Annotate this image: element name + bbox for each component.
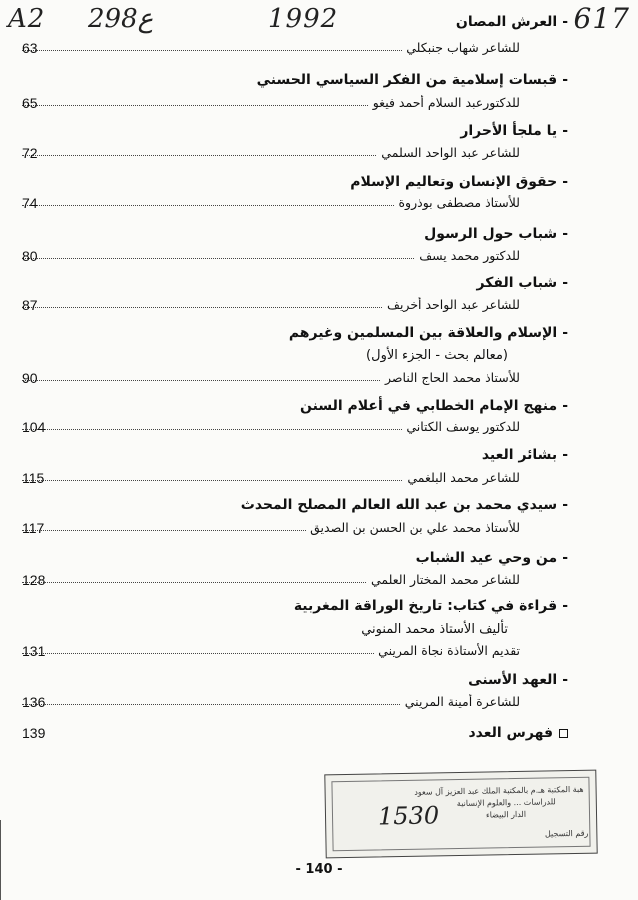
entry-page: 117 [22,520,45,536]
stamp-number: 1530 [377,801,440,831]
entry-author: للدكتور محمد يسف [22,248,520,263]
entry-author: للشاعر محمد المختار العلمي [22,572,520,587]
entry-title: -قبسات إسلامية من الفكر السياسي الحسني [256,72,568,88]
entry-title: -من وحي عيد الشباب [415,550,568,566]
margin-scribble [0,820,15,900]
handwritten-year: 1992 [268,4,339,34]
entry-page: 131 [22,643,46,659]
stamp-line: رقم التسجيل [544,828,589,839]
entry-page: 139 [22,725,46,741]
entry-author: للدكتورعبد السلام أحمد فيغو [22,95,520,110]
entry-title: -قراءة في كتاب: تاريخ الوراقة المغربية [293,598,568,614]
entry-author: للشاعر عبد الواحد السلمي [22,145,520,160]
entry-title: -بشائر العيد [481,447,568,463]
entry-page: 104 [22,419,46,435]
entry-title: -يا ملجأ الأحرار [460,123,568,139]
entry-title: -الإسلام والعلاقة بين المسلمين وغيرهم [288,325,568,341]
entry-author: للشاعر عبد الواحد أخريف [22,297,520,312]
entry-page: 87 [22,297,38,313]
entry-page: 128 [22,572,46,588]
entry-title: -سيدي محمد بن عبد الله العالم المصلح المحدث [240,497,568,513]
entry-page: 90 [22,370,38,386]
entry-page: 80 [22,248,38,264]
stamp-line: للدراسات ... والعلوم الإنسانية [456,797,556,809]
table-of-contents [22,0,568,760]
entry-title: -العهد الأسنى [468,672,568,688]
entry-author: للشاعر شهاب جنبكلي [22,40,520,55]
entry-subtitle: تأليف الأستاذ محمد المنوني [361,622,508,637]
entry-title: -شباب حول الرسول [424,226,568,242]
entry-page: 72 [22,145,38,161]
handwritten-code-middle: 298ع [88,4,154,34]
entry-author: للأستاذ مصطفى بوذروة [22,195,520,210]
entry-title: -منهج الإمام الخطابي في أعلام السنن [300,398,568,414]
entry-author: للشاعر محمد البلغمي [22,470,520,485]
page-number: - 140 - [295,862,343,877]
stamp-line: هبة المكتبة هـ.م بالمكتبة الملك عبد العزيز آل سعود [414,784,584,797]
square-bullet-icon [559,729,568,738]
handwritten-code-left: A2 [8,4,46,34]
entry-author: تقديم الأستاذة نجاة المريني [22,643,520,658]
entry-author: للأستاذ محمد الحاج الناصر [22,370,520,385]
entry-page: 74 [22,195,38,211]
entry-title: فهرس العدد [468,725,568,741]
entry-page: 136 [22,694,46,710]
entry-author: للشاعرة أمينة المريني [22,694,520,709]
entry-page: 115 [22,470,45,486]
entry-subtitle: (معالم بحث - الجزء الأول) [366,348,508,363]
handwritten-number: 617 [573,2,630,35]
entry-page: 63 [22,40,38,56]
entry-title: -العرش المصان [455,14,568,30]
library-stamp [324,770,597,859]
entry-title: -شباب الفكر [476,275,568,291]
entry-author: للأستاذ محمد علي بن الحسن بن الصديق [22,520,520,535]
entry-page: 65 [22,95,38,111]
entry-title: -حقوق الإنسان وتعاليم الإسلام [350,174,568,190]
entry-author: للدكتور يوسف الكتاني [22,419,520,434]
stamp-line: الدار البيضاء [485,809,527,820]
